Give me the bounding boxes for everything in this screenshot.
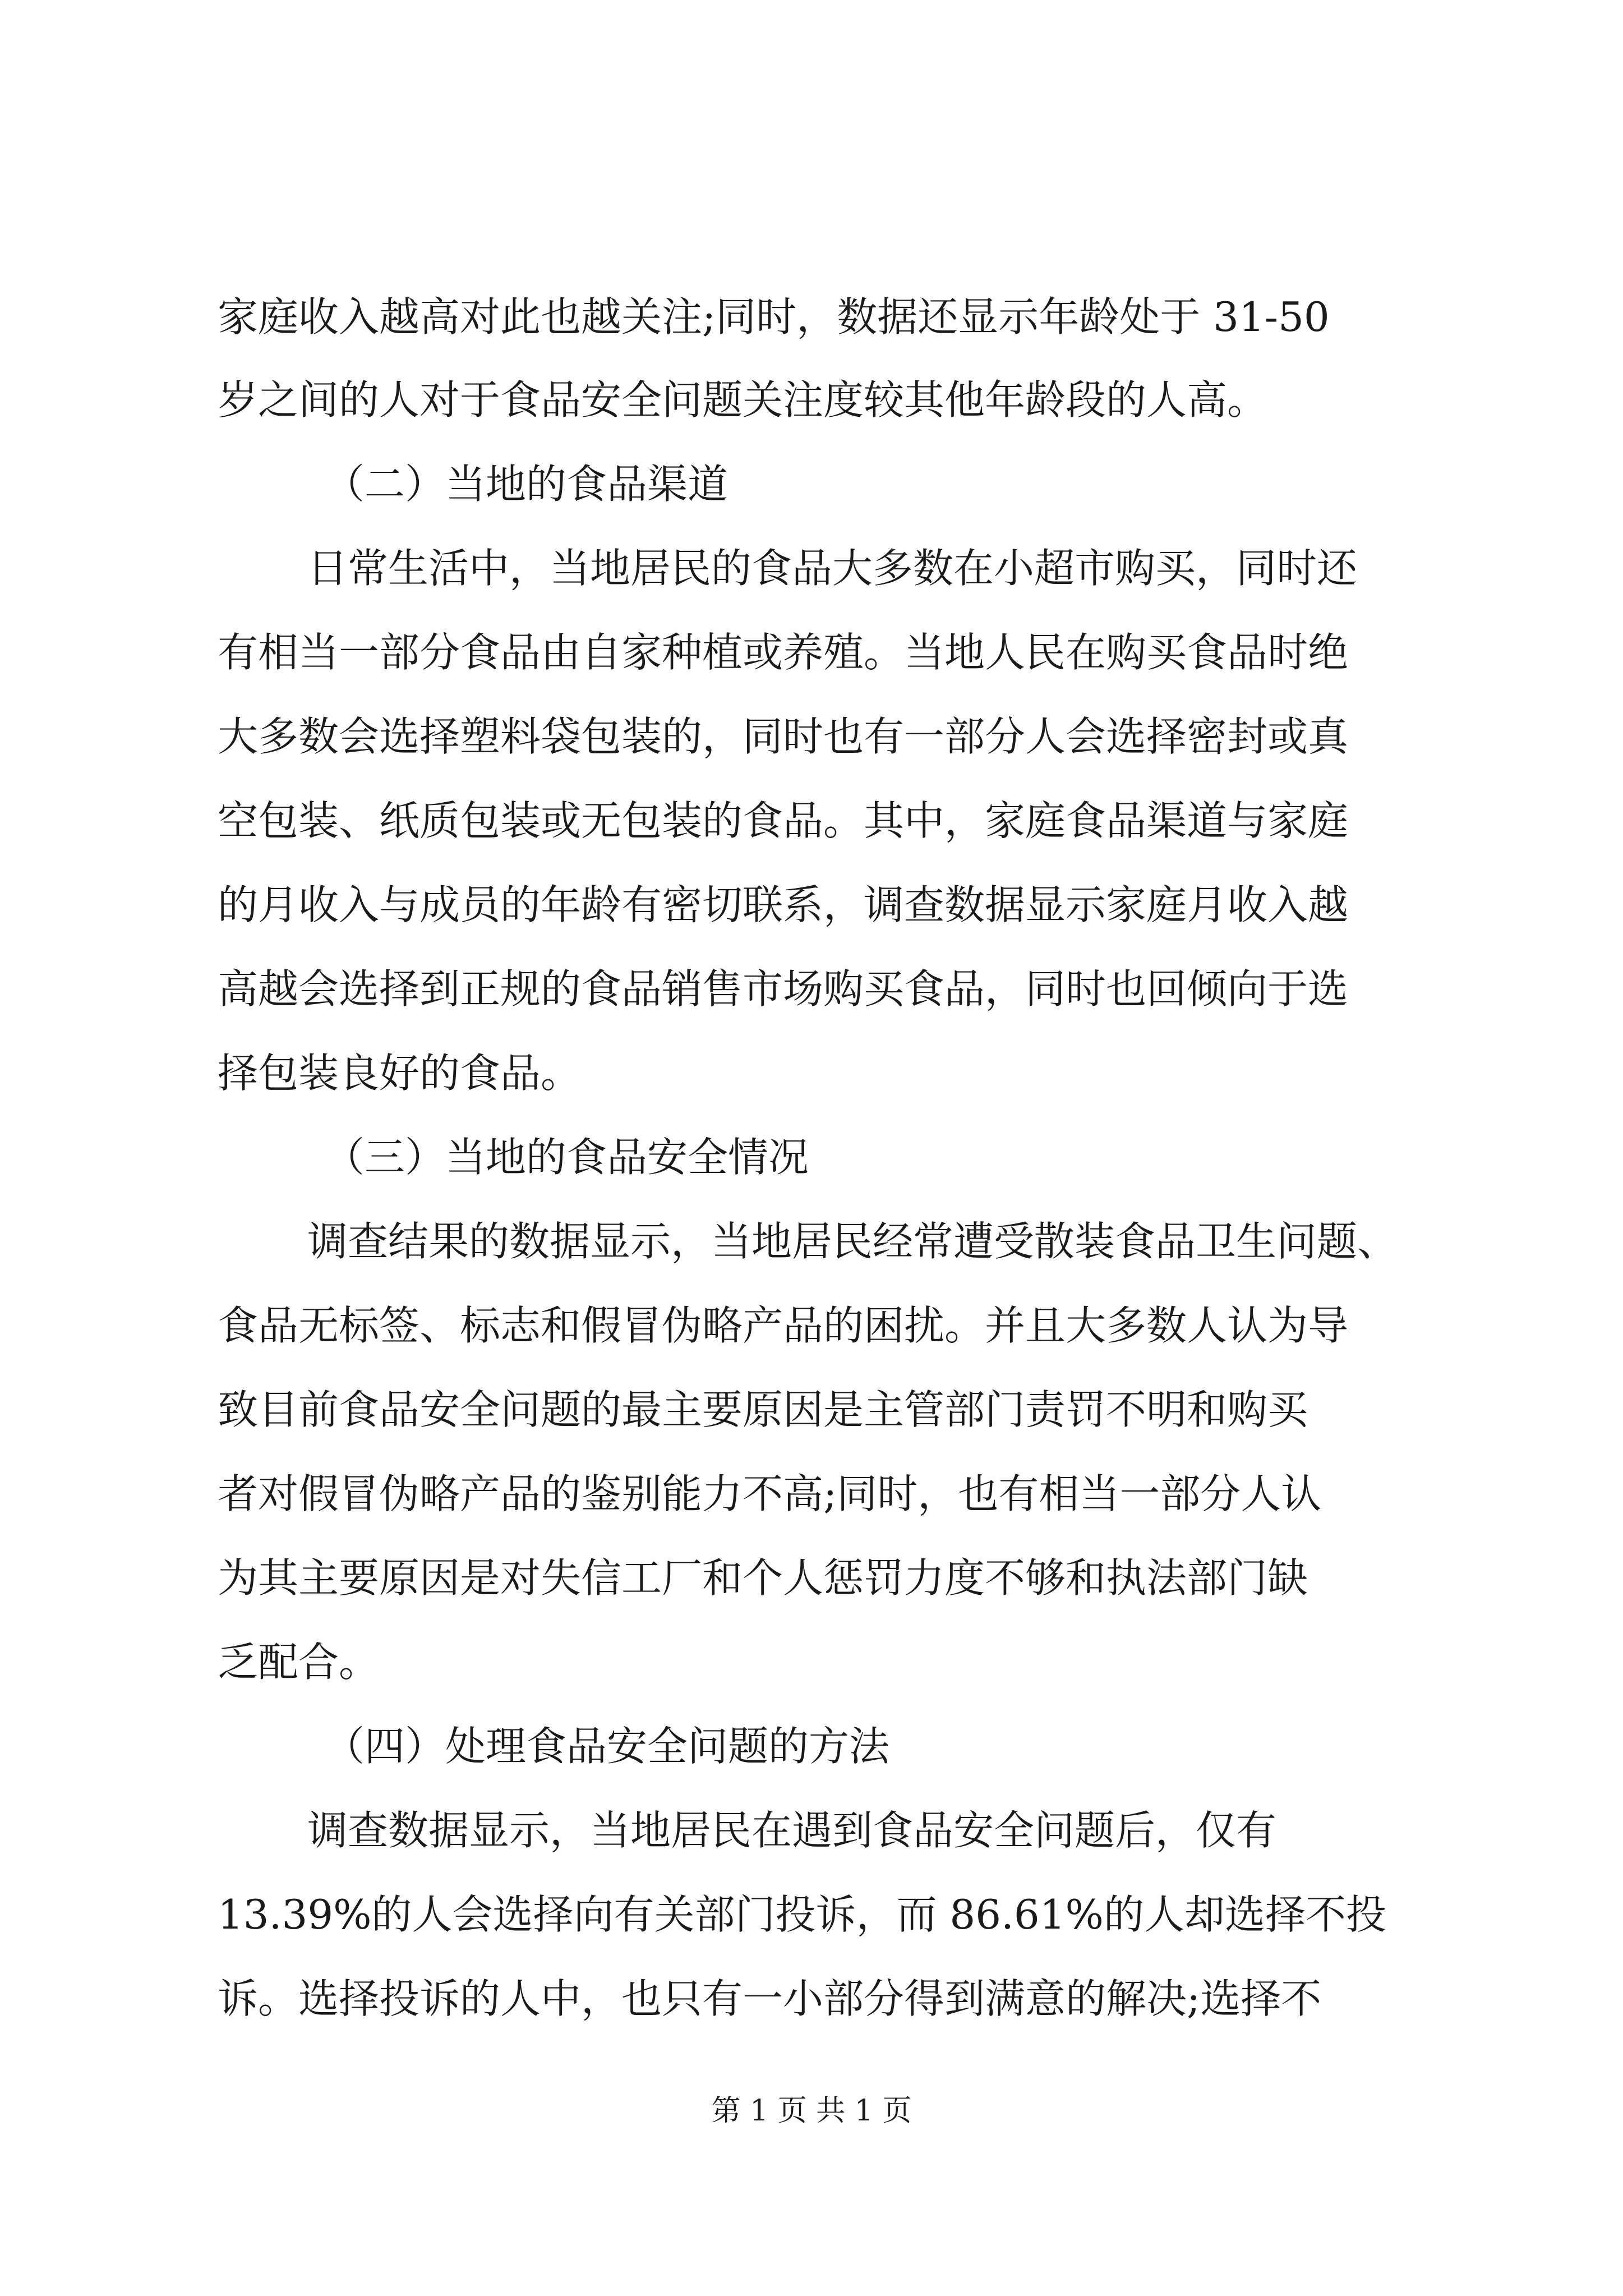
body-line: 的月收入与成员的年龄有密切联系，调查数据显示家庭月收入越: [218, 881, 1349, 928]
body-line: 致目前食品安全问题的最主要原因是主管部门责罚不明和购买: [218, 1386, 1308, 1433]
body-line: 13.39%的人会选择向有关部门投诉，而 86.61%的人却选择不投: [218, 1891, 1386, 1938]
paragraph-first-line: 调查数据显示，当地居民在遇到食品安全问题后，仅有: [307, 1807, 1277, 1854]
body-line: 高越会选择到正规的食品销售市场购买食品，同时也回倾向于选: [218, 965, 1349, 1013]
body-line: 大多数会选择塑料袋包装的，同时也有一部分人会选择密封或真: [218, 713, 1349, 760]
section-heading-3: （三）当地的食品安全情况: [324, 1134, 809, 1181]
section-heading-4: （四）处理食品安全问题的方法: [324, 1723, 890, 1770]
body-line: 诉。选择投诉的人中，也只有一小部分得到满意的解决;选择不: [218, 1975, 1322, 2022]
page-footer: 第 1 页 共 1 页: [711, 2094, 912, 2128]
body-line: 岁之间的人对于食品安全问题关注度较其他年龄段的人高。: [218, 376, 1268, 424]
body-line: 择包装良好的食品。: [218, 1050, 582, 1097]
body-line: 者对假冒伪略产品的鉴别能力不高;同时，也有相当一部分人认: [218, 1470, 1322, 1517]
paragraph-first-line: 日常生活中，当地居民的食品大多数在小超市购买，同时还: [307, 545, 1358, 592]
body-line: 有相当一部分食品由自家种植或养殖。当地人民在购买食品时绝: [218, 629, 1349, 676]
body-line: 家庭收入越高对此也越关注;同时，数据还显示年龄处于 31-50: [218, 293, 1330, 341]
body-line: 乏配合。: [218, 1639, 380, 1686]
body-line: 为其主要原因是对失信工厂和个人惩罚力度不够和执法部门缺: [218, 1554, 1308, 1602]
section-heading-2: （二）当地的食品渠道: [324, 461, 728, 508]
body-line: 食品无标签、标志和假冒伪略产品的困扰。并且大多数人认为导: [218, 1302, 1349, 1349]
paragraph-first-line: 调查结果的数据显示，当地居民经常遭受散装食品卫生问题、: [307, 1218, 1398, 1265]
body-line: 空包装、纸质包装或无包装的食品。其中，家庭食品渠道与家庭: [218, 797, 1349, 844]
